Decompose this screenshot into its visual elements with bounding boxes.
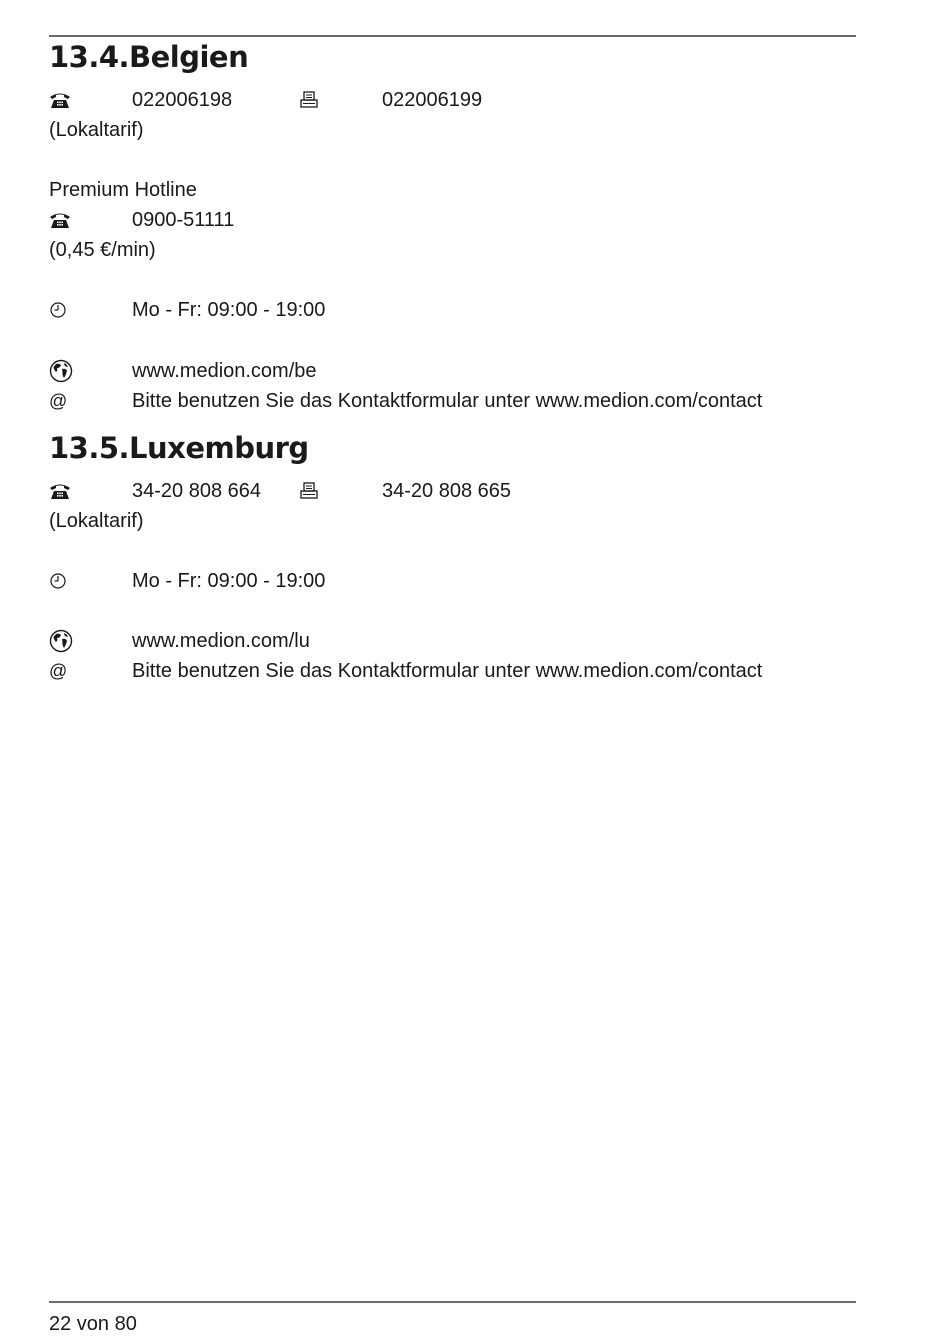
fax-icon	[300, 477, 326, 505]
section-heading-luxemburg	[49, 431, 309, 465]
section-title: Luxemburg	[129, 431, 309, 465]
telephone-icon	[49, 477, 75, 505]
tariff-text: (Lokaltarif)	[49, 510, 144, 532]
telephone-icon	[49, 86, 75, 114]
contact-form-text: Bitte benutzen Sie das Kontaktformular unter www.medion.com/contact	[132, 390, 763, 412]
at-sign-icon: @	[49, 661, 68, 681]
top-divider	[49, 35, 856, 37]
website-link[interactable]: www.medion.com/be	[132, 360, 317, 382]
business-hours: Mo - Fr: 09:00 - 19:00	[132, 570, 326, 592]
phone-fax-row	[49, 477, 856, 505]
premium-phone-number[interactable]: 0900-51111	[132, 209, 235, 231]
phone-number[interactable]: 34-20 808 664	[132, 480, 262, 502]
telephone-icon	[49, 206, 75, 234]
phone-fax-row	[49, 86, 856, 114]
tariff-text: (Lokaltarif)	[49, 119, 144, 141]
clock-icon	[49, 567, 75, 595]
clock-icon	[49, 296, 75, 324]
premium-hotline-text: Premium Hotline	[49, 179, 197, 201]
bottom-divider	[49, 1301, 856, 1303]
globe-icon	[49, 357, 75, 385]
section-heading-belgien	[49, 40, 248, 74]
fax-number: 022006199	[382, 89, 483, 111]
contact-form-text: Bitte benutzen Sie das Kontaktformular unter www.medion.com/contact	[132, 660, 763, 682]
globe-icon	[49, 627, 75, 655]
fax-icon	[300, 86, 326, 114]
section-title: Belgien	[129, 40, 249, 74]
section-number: 13.4.	[49, 40, 130, 74]
page-number: 22 von 80	[49, 1313, 137, 1335]
phone-number[interactable]: 022006198	[132, 89, 233, 111]
fax-number: 34-20 808 665	[382, 480, 512, 502]
business-hours: Mo - Fr: 09:00 - 19:00	[132, 299, 326, 321]
section-number: 13.5.	[49, 431, 130, 465]
website-link[interactable]: www.medion.com/lu	[132, 630, 310, 652]
premium-rate-text: (0,45 €/min)	[49, 239, 156, 261]
at-sign-icon: @	[49, 391, 68, 411]
